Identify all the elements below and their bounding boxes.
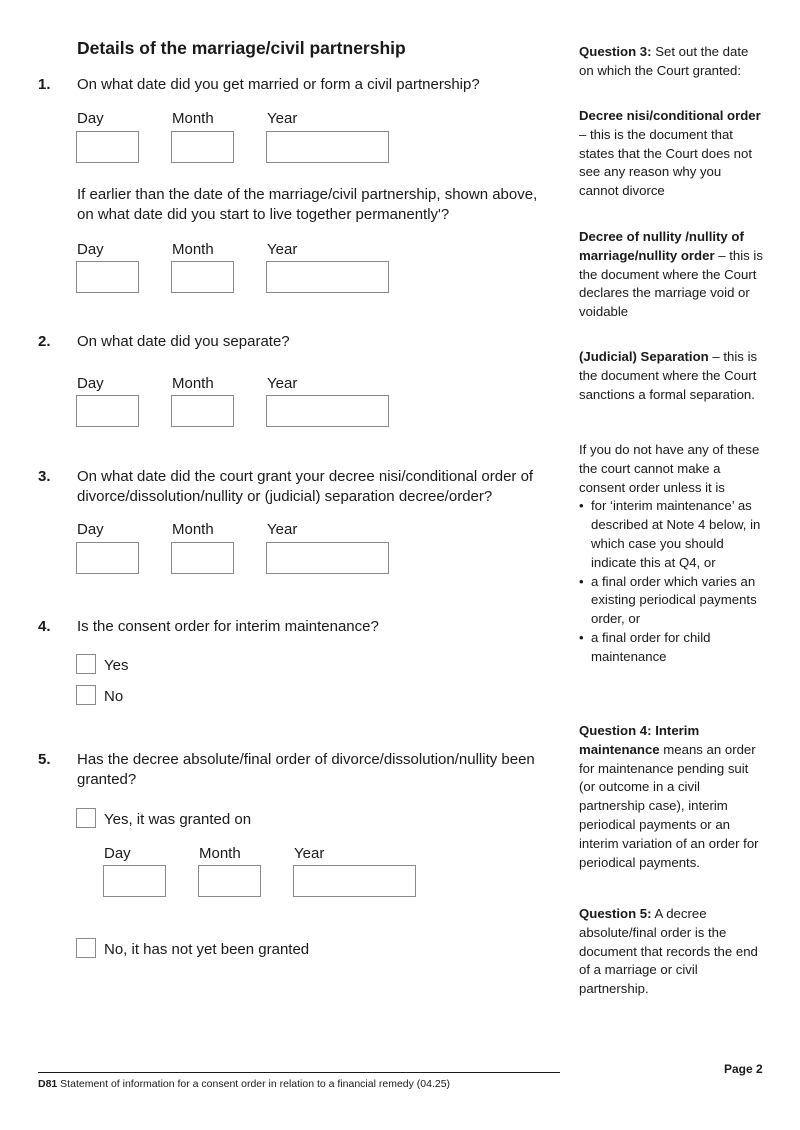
q3-year-label: Year: [267, 521, 298, 538]
q2-year-label: Year: [267, 375, 298, 392]
sidebar-q4-note: [579, 722, 764, 872]
section-title: Details of the marriage/civil partnership: [77, 38, 406, 58]
sidebar-q5-note: [579, 905, 764, 999]
q4-yes-label: Yes: [104, 657, 129, 674]
question-1-number: 1.: [38, 76, 51, 93]
sidebar-decree-nisi-text: – this is the document that states that the Court does not see any reason why you cannot divorce: [579, 126, 753, 199]
sidebar-bullet-item: • a final order which varies an existing periodical payments order, or: [579, 573, 764, 629]
q4-no-label: No: [104, 688, 124, 705]
q1b-day-label: Day: [77, 241, 104, 258]
q1-day-field[interactable]: [76, 131, 139, 163]
question-3-number: 3.: [38, 468, 51, 485]
q4-yes-checkbox[interactable]: [76, 654, 96, 674]
footer-form-title: Statement of information for a consent order in relation to a financial remedy (04.25): [57, 1078, 451, 1090]
q5-no-label: No, it has not yet been granted: [104, 941, 310, 958]
q5-month-label: Month: [199, 845, 241, 862]
q2-day-label: Day: [77, 375, 104, 392]
sidebar-bullet-item: • for ‘interim maintenance’ as described at Note 4 below, in which case you should indicate this at Q4, or: [579, 497, 764, 572]
sidebar-q3-title: Question 3:: [579, 44, 652, 59]
sidebar-decree-nisi-title: Decree nisi/conditional order: [579, 108, 761, 123]
q5-year-label: Year: [294, 845, 325, 862]
q5-day-field[interactable]: [103, 865, 166, 897]
q3-month-label: Month: [172, 521, 214, 538]
sidebar-q3-text: Set out the date on which the Court granted:: [579, 44, 749, 78]
question-1-followup-text: If earlier than the date of the marriage/civil partnership, shown above, on what date did you start to live together permanently'?: [77, 186, 538, 223]
sidebar-q4-title: Question 4: Interim maintenance: [579, 723, 700, 757]
q3-month-field[interactable]: [171, 542, 234, 574]
sidebar-nullity-text: – this is the document where the Court declares the marriage void or voidable: [579, 247, 763, 320]
q2-month-label: Month: [172, 375, 214, 392]
page-number: Page 2: [724, 1062, 763, 1076]
q2-month-field[interactable]: [171, 395, 234, 427]
sidebar-q3-note: [579, 43, 764, 81]
footer-text: [38, 1078, 450, 1090]
question-4-number: 4.: [38, 618, 51, 635]
q3-day-field[interactable]: [76, 542, 139, 574]
sidebar-no-order-note: [579, 441, 764, 667]
question-1-text: On what date did you get married or form a civil partnership?: [77, 76, 480, 93]
sidebar-decree-nisi-note: [579, 107, 764, 201]
footer-form-code: D81: [38, 1078, 58, 1090]
question-2-text: On what date did you separate?: [77, 333, 290, 350]
q5-yes-checkbox[interactable]: [76, 808, 96, 828]
sidebar-bullet-list: [579, 497, 764, 666]
q5-yes-label: Yes, it was granted on: [104, 811, 252, 828]
sidebar-separation-text: – this is the document where the Court sanctions a formal separation.: [579, 349, 758, 402]
question-3-text: On what date did the court grant your decree nisi/conditional order of divorce/dissolution/nullity or (judicial) separation decree/order?: [77, 468, 534, 505]
sidebar-q4-text: means an order for maintenance pending suit (or outcome in a civil partnership case), interim periodical payments or an interim variation of an order for periodical payments.: [579, 741, 759, 870]
sidebar-separation-note: [579, 348, 764, 404]
sidebar-nullity-note: [579, 228, 764, 322]
q1b-day-field[interactable]: [76, 261, 139, 293]
q1-month-label: Month: [172, 110, 214, 127]
q1-year-label: Year: [267, 110, 298, 127]
sidebar-bullet-item: • a final order for child maintenance: [579, 629, 764, 667]
q1b-year-label: Year: [267, 241, 298, 258]
question-2-number: 2.: [38, 333, 51, 350]
q5-no-checkbox[interactable]: [76, 938, 96, 958]
sidebar-q5-text: A decree absolute/final order is the document that records the end of a marriage or civil partnership.: [579, 906, 758, 997]
question-5-text: Has the decree absolute/final order of divorce/dissolution/nullity been granted?: [77, 751, 535, 788]
footer-divider: [38, 1072, 560, 1073]
q5-day-label: Day: [104, 845, 131, 862]
question-5-number: 5.: [38, 751, 51, 768]
sidebar-q5-title: Question 5:: [579, 906, 652, 921]
q3-year-field[interactable]: [266, 542, 389, 574]
q1b-year-field[interactable]: [266, 261, 389, 293]
q1b-month-label: Month: [172, 241, 214, 258]
q1-month-field[interactable]: [171, 131, 234, 163]
sidebar-separation-title: (Judicial) Separation: [579, 349, 709, 364]
sidebar-no-order-text: If you do not have any of these the court cannot make a consent order unless it is: [579, 442, 760, 495]
q1-year-field[interactable]: [266, 131, 389, 163]
q5-month-field[interactable]: [198, 865, 261, 897]
q4-no-checkbox[interactable]: [76, 685, 96, 705]
sidebar-nullity-title: Decree of nullity /nullity of marriage/nullity order: [579, 229, 744, 263]
question-4-text: Is the consent order for interim maintenance?: [77, 618, 379, 635]
q2-year-field[interactable]: [266, 395, 389, 427]
q2-day-field[interactable]: [76, 395, 139, 427]
q1-day-label: Day: [77, 110, 104, 127]
q1b-month-field[interactable]: [171, 261, 234, 293]
q3-day-label: Day: [77, 521, 104, 538]
q5-year-field[interactable]: [293, 865, 416, 897]
